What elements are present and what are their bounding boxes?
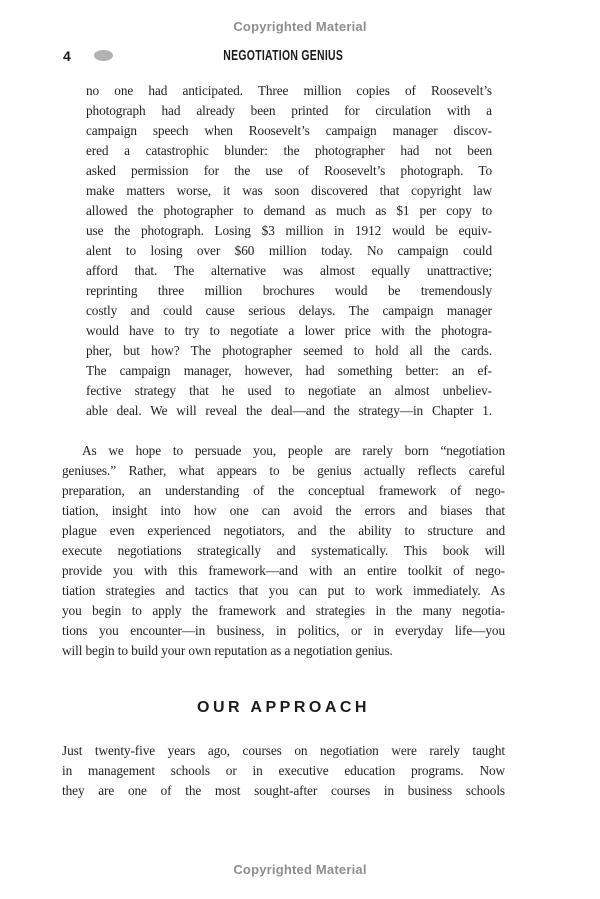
text-line: plague even experienced negotiators, and the ability to structure and	[62, 523, 505, 538]
text-line: make matters worse, it was soon discovered that copyright law	[86, 183, 492, 198]
text-line: geniuses.” Rather, what appears to be genius actually reflects careful	[62, 463, 505, 478]
text-line: use the photograph. Losing $3 million in 1912 would be equiv-	[86, 223, 492, 238]
text-line: provide you with this framework—and with an entire toolkit of nego-	[62, 563, 505, 578]
text-line: preparation, an understanding of the conceptual framework of nego-	[62, 483, 505, 498]
text-line: ered a catastrophic blunder: the photographer had not been	[86, 143, 492, 158]
text-line: alent to losing over $60 million today. No campaign could	[86, 243, 492, 258]
text-line: campaign speech when Roosevelt’s campaign manager discov-	[86, 123, 492, 138]
text-line: tions you encounter—in business, in politics, or in everyday life—you	[62, 623, 505, 638]
copyright-notice-bottom: Copyrighted Material	[233, 862, 367, 877]
running-title-text: NEGOTIATION GENIUS	[223, 48, 344, 64]
page-header	[62, 47, 505, 67]
text-line: will begin to build your own reputation as a negotiation genius.	[62, 643, 393, 658]
body-paragraph	[62, 441, 505, 661]
running-title	[62, 47, 505, 65]
text-line: execute negotiations strategically and systematically. This book will	[62, 543, 505, 558]
text-line: able deal. We will reveal the deal—and the strategy—in Chapter 1.	[86, 403, 492, 418]
text-line: afford that. The alternative was almost equally unattractive;	[86, 263, 492, 278]
text-line: pher, but how? The photographer seemed to hold all the cards.	[86, 343, 492, 358]
text-line: The campaign manager, however, had something better: an ef-	[86, 363, 492, 378]
text-line: tiation, insight into how one can avoid the errors and biases that	[62, 503, 505, 518]
text-line: tiation strategies and tactics that you can put to work immediately. As	[62, 583, 505, 598]
text-line: costly and could cause serious delays. The campaign manager	[86, 303, 492, 318]
copyright-notice-top: Copyrighted Material	[233, 19, 367, 34]
text-line: allowed the photographer to demand as much as $1 per copy to	[86, 203, 492, 218]
text-line: in management schools or in executive education programs. Now	[62, 763, 505, 778]
text-line: would have to try to negotiate a lower price with the photogra-	[86, 323, 492, 338]
text-line: reprinting three million brochures would be tremendously	[86, 283, 492, 298]
page-number: 4	[63, 48, 71, 64]
text-line: no one had anticipated. Three million copies of Roosevelt’s	[86, 83, 492, 98]
excerpt-paragraph	[86, 81, 492, 421]
text-line: As we hope to persuade you, people are rarely born “negotiation	[82, 443, 505, 458]
text-line: fective strategy that he used to negotiate an almost unbeliev-	[86, 383, 492, 398]
text-line: they are one of the most sought-after courses in business schools	[62, 783, 505, 798]
text-line: photograph had already been printed for circulation with a	[86, 103, 492, 118]
text-line: asked permission for the use of Roosevelt’s photograph. To	[86, 163, 492, 178]
body-paragraph	[62, 741, 505, 801]
section-heading: OUR APPROACH	[197, 699, 370, 716]
text-line: Just twenty-five years ago, courses on negotiation were rarely taught	[62, 743, 505, 758]
text-line: you begin to apply the framework and strategies in the many negotia-	[62, 603, 505, 618]
